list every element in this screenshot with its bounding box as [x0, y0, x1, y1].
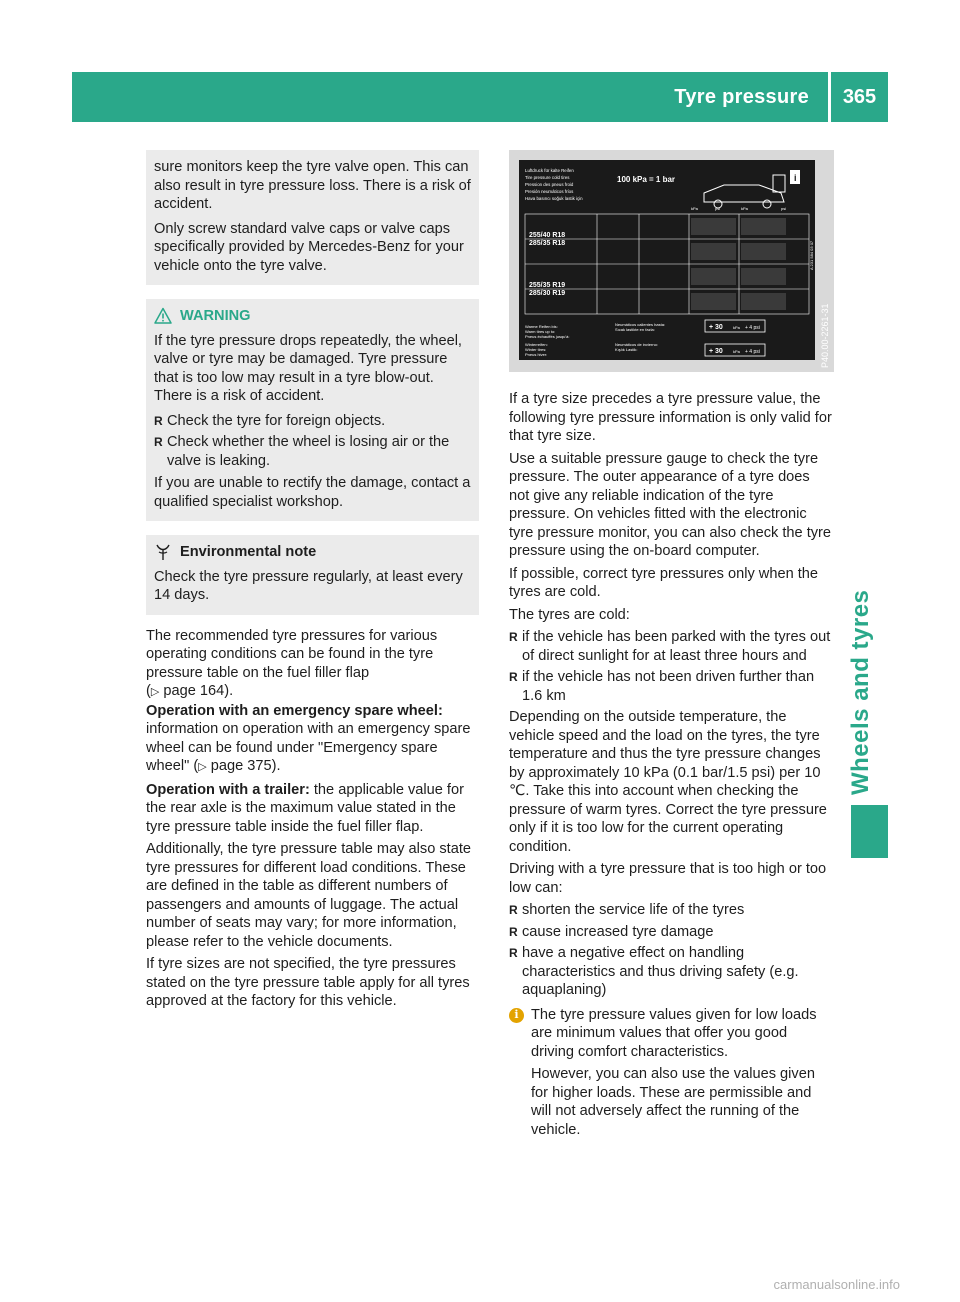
- page-reference[interactable]: page 375).: [210, 758, 281, 774]
- placard-text: Neumáticos de invierno:: [615, 342, 658, 347]
- valve-cap-text: Only screw standard valve caps or valve caps specifically provided by Mercedes-Benz for your vehicle onto the tyre valve.: [154, 220, 464, 274]
- list-item: R if the vehicle has not been driven further than 1.6 km: [509, 668, 834, 705]
- placard-text: Warm tires up to:: [525, 329, 556, 334]
- placard-text: + 4 psi: [745, 325, 760, 331]
- environmental-note-heading: [154, 543, 471, 562]
- placard-text: psi: [781, 206, 787, 211]
- paragraph: [146, 781, 479, 837]
- right-column: [509, 150, 834, 1143]
- paragraph: Use a suitable pressure gauge to check the tyre pressure. The outer appearance of a tyre does not give any reliable indication of the tyre pressure. On vehicles fitted with the electronic tyre pressure monitor, you can also check the tyre pressure using the on-board computer.: [509, 450, 832, 559]
- placard-text: Pression des pneus froid: [525, 182, 574, 187]
- svg-text:i: i: [794, 173, 797, 183]
- warning-box: [146, 299, 479, 521]
- chapter-tab-label: Wheels and tyres: [847, 590, 874, 796]
- paragraph: Additionally, the tyre pressure table may also state tyre pressures for different load conditions. These are defined in the table as different numbers of passengers and amounts of luggage. The actual number of seats may vary; for more information, please refer to the vehicle documents.: [146, 841, 472, 950]
- page-reference[interactable]: page 164).: [163, 683, 234, 699]
- image-reference-code: P40.00-2261-31: [820, 303, 830, 368]
- placard-code-container: [818, 288, 830, 368]
- warning-text: If the tyre pressure drops repeatedly, the wheel, valve or tyre may be damaged. Tyre pressure that is too low may result in a tyre blow-out. There is a risk of accident.: [154, 332, 462, 404]
- left-column: [146, 150, 479, 1015]
- placard-text: Warme Reifen bis:: [525, 324, 558, 329]
- tyre-size-label: 255/40 R18: [529, 232, 566, 239]
- placard-text: Presión neumáticos fríos: [525, 189, 574, 194]
- placard-text: Hava basıncı soğuk lastik için: [525, 196, 583, 201]
- placard-text: Pneus hiver:: [525, 352, 548, 357]
- paragraph-heading: Operation with an emergency spare wheel:: [146, 702, 443, 719]
- environmental-note-title: Environmental note: [180, 544, 317, 560]
- placard-text: kPa: [733, 325, 740, 330]
- paragraph: Depending on the outside temperature, the vehicle speed and the load on the tyres, the tyre temperature and thus the tyre pressure changes by approximately 10 kPa (0.1 bar/1.5 psi) per 10 ℃. Take this into account when checking the pressure of warm tyres. Correct the tyre pressure only if it is too low for the current operating condition.: [509, 709, 827, 855]
- placard-text: Pneus échauffés jusqu'à:: [525, 334, 570, 339]
- placard-unit-note: 100 kPa = 1 bar: [617, 175, 676, 184]
- paragraph: If tyre sizes are not specified, the tyre pressures stated on the tyre pressure table apply for all tyres approved at the factory for this vehicle.: [146, 956, 470, 1009]
- placard-text: Tire pressure cold tires: [525, 175, 570, 180]
- warning-bullet: R Check the tyre for foreign objects.: [154, 412, 471, 431]
- paragraph-text: information on operation with an emergency spare wheel can be found under "Emergency spare wheel" (: [146, 721, 471, 774]
- paragraph-text: The recommended tyre pressures for various operating conditions can be found in the tyre pressure table on the fuel filler flap: [146, 627, 438, 681]
- info-note: [509, 1006, 834, 1140]
- placard-text: Neumáticos calientes hasta:: [615, 322, 666, 327]
- paragraph: [146, 702, 479, 777]
- placard-label: [519, 160, 815, 360]
- paragraph: If possible, correct tyre pressures only when the tyres are cold.: [509, 565, 819, 600]
- page-header: [72, 72, 888, 122]
- paragraph-text: the applicable value for the rear axle is the maximum value stated in the tyre pressure table inside the fuel filler flap.: [146, 781, 464, 835]
- info-text: However, you can also use the values given for higher loads. These are permissible and will not adversely affect the running of the vehicle.: [531, 1066, 815, 1138]
- warning-title: WARNING: [180, 308, 251, 324]
- warning-heading: [154, 307, 471, 326]
- paragraph-heading: Operation with a trailer:: [146, 781, 310, 798]
- list-item: R have a negative effect on handling characteristics and thus driving safety (e.g. aquaplaning): [509, 944, 834, 1000]
- placard-addon: + 30: [709, 348, 723, 355]
- warning-triangle-icon: [154, 307, 172, 325]
- environmental-note-text: Check the tyre pressure regularly, at least every 14 days.: [154, 568, 463, 603]
- warning-continuation-text: sure monitors keep the tyre valve open. This can also result in tyre pressure loss. There is a risk of accident.: [154, 159, 471, 212]
- placard-text: Sıcak lastikte en fazla:: [615, 327, 655, 332]
- page-number: 365: [842, 85, 877, 108]
- placard-text: kPa: [691, 206, 698, 211]
- info-text: The tyre pressure values given for low loads are minimum values that offer you good driving comfort characteristics.: [531, 1006, 817, 1060]
- page-ref-arrow-icon: ▷: [198, 761, 207, 773]
- list-item: R shorten the service life of the tyres: [509, 901, 834, 920]
- placard-text: Winter tires:: [525, 347, 547, 352]
- placard-text: Winterreifen:: [525, 342, 548, 347]
- placard-text: kPa: [741, 206, 748, 211]
- warning-bullet: R Check whether the wheel is losing air or the valve is leaking.: [154, 433, 471, 470]
- car-outline-icon: [704, 185, 784, 208]
- fuel-pump-icon: [773, 175, 785, 192]
- placard-text: kPa: [733, 349, 740, 354]
- placard-part-number: A 231 584 03 07: [809, 240, 814, 270]
- environmental-note-box: [146, 535, 479, 615]
- paragraph: If a tyre size precedes a tyre pressure value, the following tyre pressure information is only valid for that tyre size.: [509, 391, 832, 444]
- warning-footer: If you are unable to rectify the damage, contact a qualified specialist workshop.: [154, 475, 471, 510]
- placard-addon: + 30: [709, 324, 723, 331]
- lightbulb-icon: [154, 543, 172, 561]
- paragraph: The tyres are cold:: [509, 606, 630, 623]
- placard-text: Kışlık Lastik:: [615, 347, 638, 352]
- tyre-size-label: 285/30 R19: [529, 290, 566, 297]
- section-title: Tyre pressure: [674, 85, 809, 108]
- chapter-tab-marker: [851, 805, 888, 858]
- tyre-size-label: 285/35 R18: [529, 240, 566, 247]
- placard-text: Luftdruck für kalte Reifen: [525, 168, 574, 173]
- list-item: R if the vehicle has been parked with the tyres out of direct sunlight for at least three hours and: [509, 628, 834, 665]
- paragraph: The recommended tyre pressures for various operating conditions can be found in the tyre pressure table on the fuel filler flap (▷ page 164).: [146, 627, 438, 699]
- warning-continuation-box: [146, 150, 479, 285]
- page-ref-arrow-icon: ▷: [150, 686, 160, 698]
- info-icon: i: [509, 1008, 524, 1023]
- paragraph: Driving with a tyre pressure that is too high or too low can:: [509, 861, 827, 896]
- watermark: carmanualsonline.info: [773, 1277, 900, 1292]
- list-item: R cause increased tyre damage: [509, 923, 834, 942]
- tyre-size-label: 255/35 R19: [529, 282, 566, 289]
- tyre-pressure-placard-image: [509, 150, 834, 372]
- placard-text: + 4 psi: [745, 349, 760, 355]
- placard-text: psi: [715, 206, 721, 211]
